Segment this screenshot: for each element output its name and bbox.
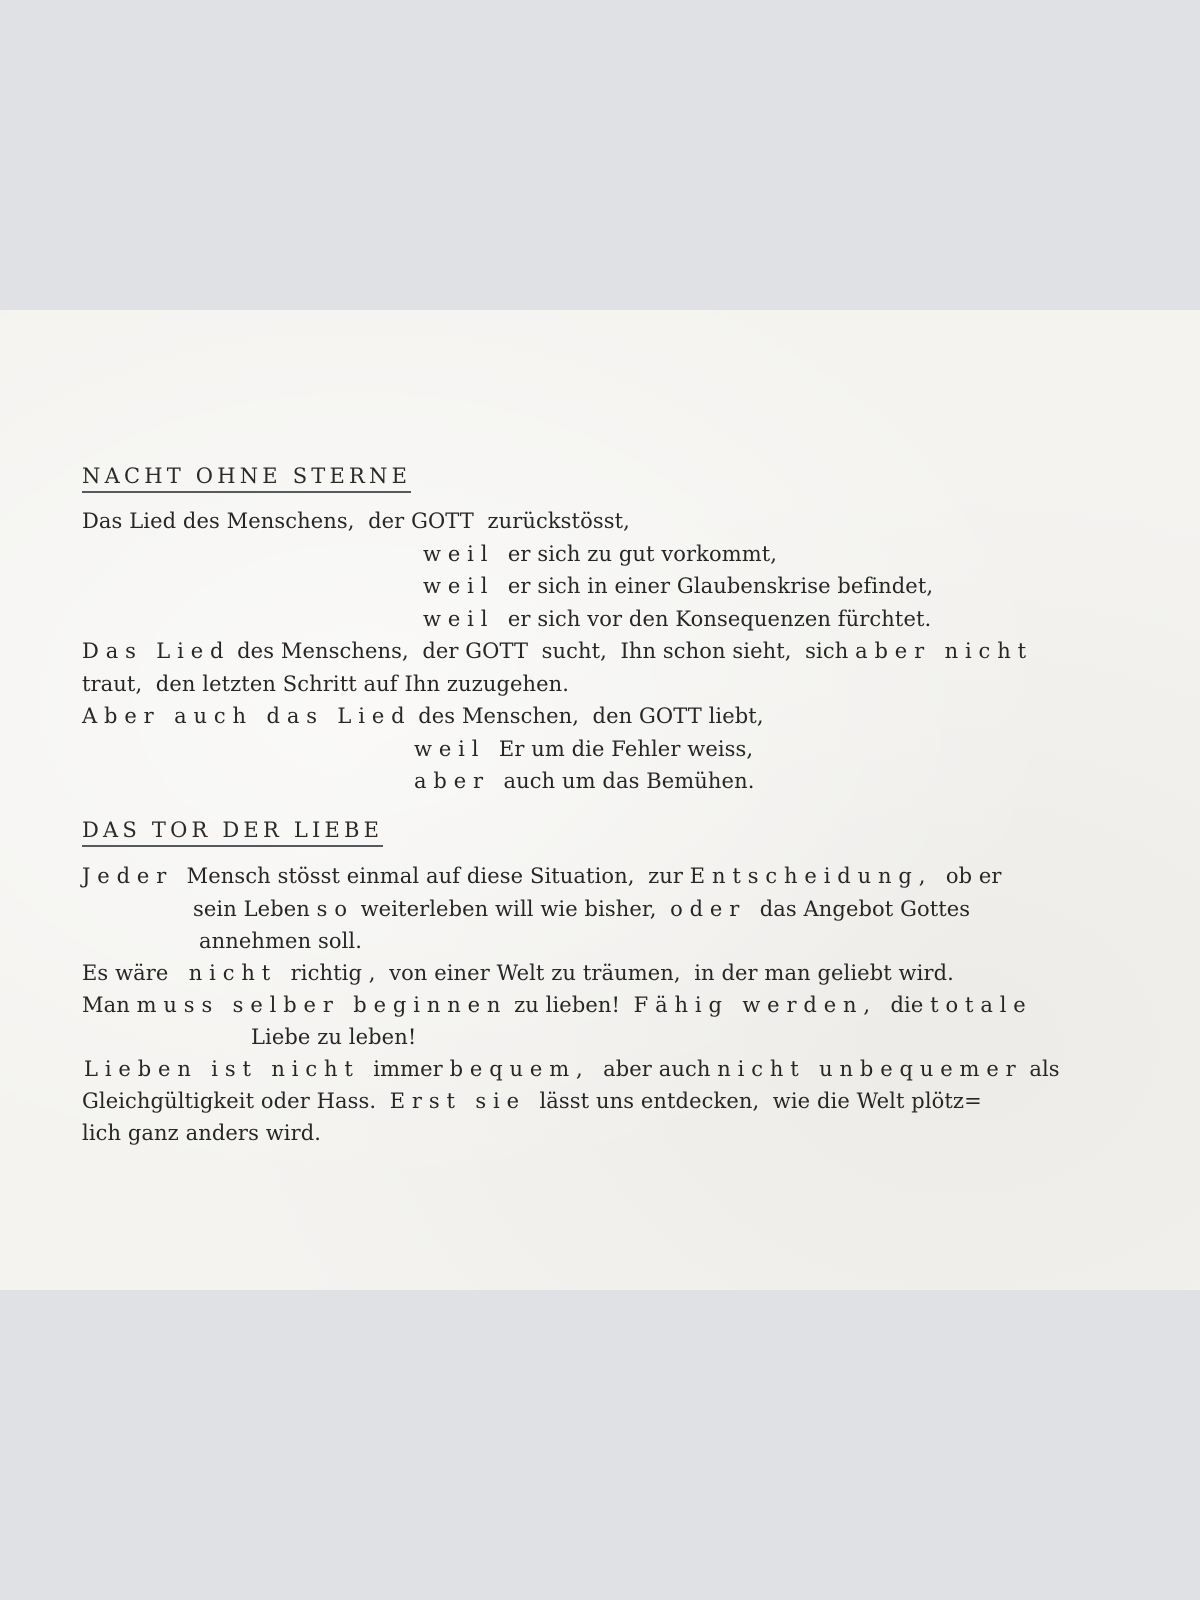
text-line: Es wäre n i c h t richtig , von einer Welt zu träumen, in der man geliebt wird. — [82, 961, 954, 985]
text-line: Man m u s s s e l b e r b e g i n n e n zu lieben! F ä h i g w e r d e n , die t o t a l e — [82, 993, 1026, 1017]
text-line: Gleichgültigkeit oder Hass. E r s t s i e lässt uns entdecken, wie die Welt plötz= — [82, 1089, 982, 1113]
text-line: D a s L i e d des Menschens, der GOTT sucht, Ihn schon sieht, sich a b e r n i c h t — [82, 639, 1027, 663]
text-line: w e i l Er um die Fehler weiss, — [414, 737, 754, 761]
text-line: lich ganz anders wird. — [82, 1121, 322, 1145]
text-line: L i e b e n i s t n i c h t immer b e q u e m , aber auch n i c h t u n b e q u e m e r als — [84, 1057, 1060, 1081]
text-line: w e i l er sich vor den Konsequenzen fürchtet. — [423, 607, 932, 631]
text-line: annehmen soll. — [199, 929, 362, 953]
text-line: a b e r auch um das Bemühen. — [414, 769, 755, 793]
text-line: traut, den letzten Schritt auf Ihn zuzugehen. — [82, 672, 570, 696]
text-line: Das Lied des Menschens, der GOTT zurückstösst, — [82, 509, 630, 533]
text-line: sein Leben s o weiterleben will wie bisher, o d e r das Angebot Gottes — [193, 897, 971, 921]
text-line: w e i l er sich zu gut vorkommt, — [423, 542, 778, 566]
text-line: Liebe zu leben! — [251, 1025, 417, 1049]
text-line: A b e r a u c h d a s L i e d des Menschen, den GOTT liebt, — [82, 704, 764, 728]
scanned-paper-page — [0, 310, 1200, 1290]
text-line: w e i l er sich in einer Glaubenskrise befindet, — [423, 574, 934, 598]
section-heading-nacht-ohne-sterne: NACHT OHNE STERNE — [82, 463, 411, 493]
section-heading-das-tor-der-liebe: DAS TOR DER LIEBE — [82, 817, 383, 847]
text-line: J e d e r Mensch stösst einmal auf diese Situation, zur E n t s c h e i d u n g , ob er — [82, 864, 1002, 888]
